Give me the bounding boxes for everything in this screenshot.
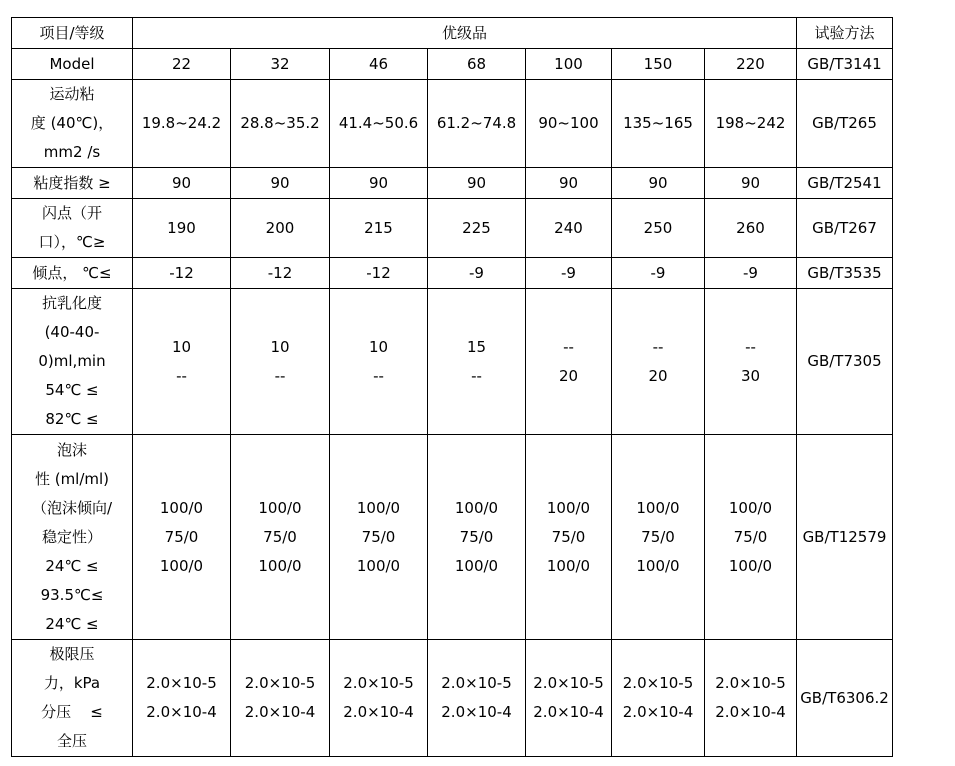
value-line: 2.0×10-4 bbox=[715, 703, 786, 721]
value-line: 75/0 bbox=[361, 527, 396, 546]
model-row bbox=[12, 49, 893, 80]
value-line: 100/0 bbox=[546, 498, 591, 517]
method-cell: GB/T3141 bbox=[797, 49, 893, 80]
value-cell bbox=[705, 289, 797, 435]
value-cell bbox=[231, 640, 330, 757]
value-line: 2.0×10-5 bbox=[441, 674, 512, 692]
value-cell: 200 bbox=[231, 199, 330, 258]
value-cell bbox=[428, 289, 526, 435]
method-cell: GB/T12579 bbox=[797, 435, 893, 640]
value-line: 100/0 bbox=[159, 556, 204, 575]
value-cell: 198~242 bbox=[705, 80, 797, 168]
value-cell: 190 bbox=[133, 199, 231, 258]
value-cell: 28.8~35.2 bbox=[231, 80, 330, 168]
label-line: 极限压 bbox=[49, 645, 95, 663]
value-line: 2.0×10-4 bbox=[533, 703, 604, 721]
value-cell: 250 bbox=[612, 199, 705, 258]
label-line: 力，kPa bbox=[43, 674, 101, 692]
foam-row bbox=[12, 435, 893, 640]
value-line: 100/0 bbox=[454, 498, 499, 517]
value-cell: -12 bbox=[330, 258, 428, 289]
value-line: 10 bbox=[270, 337, 290, 356]
label-line: 运动粘 bbox=[49, 85, 95, 103]
value-cell: 260 bbox=[705, 199, 797, 258]
method-cell: GB/T3535 bbox=[797, 258, 893, 289]
label-line: 性 (ml/ml) bbox=[34, 469, 110, 488]
test-method-header: 试验方法 bbox=[797, 18, 893, 49]
value-line: 2.0×10-4 bbox=[622, 703, 694, 721]
value-line: -- bbox=[274, 366, 286, 385]
value-cell: 90 bbox=[330, 168, 428, 199]
value-line: 100/0 bbox=[258, 498, 302, 517]
value-cell bbox=[330, 640, 428, 757]
value-cell: 61.2~74.8 bbox=[428, 80, 526, 168]
value-cell bbox=[330, 435, 428, 640]
method-cell: GB/T7305 bbox=[797, 289, 893, 435]
value-cell: 90 bbox=[428, 168, 526, 199]
value-cell: 41.4~50.6 bbox=[330, 80, 428, 168]
value-cell bbox=[231, 289, 330, 435]
label-line: 抗乳化度 bbox=[41, 294, 102, 312]
value-cell: -12 bbox=[133, 258, 231, 289]
value-line: 20 bbox=[558, 366, 579, 385]
value-line: 2.0×10-5 bbox=[715, 674, 786, 692]
value-cell: 215 bbox=[330, 199, 428, 258]
value-line: 75/0 bbox=[164, 527, 199, 546]
value-line: 2.0×10-5 bbox=[533, 674, 604, 692]
value-cell bbox=[526, 435, 612, 640]
label-line: 82℃ ≤ bbox=[45, 410, 99, 428]
label-line: （泡沫倾向/ bbox=[31, 498, 113, 517]
value-line: 75/0 bbox=[641, 527, 675, 546]
row-label bbox=[12, 289, 133, 435]
value-cell: 19.8~24.2 bbox=[133, 80, 231, 168]
value-line: -- bbox=[563, 337, 574, 356]
label-line: 分压 ≤ bbox=[41, 703, 103, 721]
model-cell: 150 bbox=[612, 49, 705, 80]
label-line: 93.5℃≤ bbox=[40, 585, 104, 604]
row-label bbox=[12, 640, 133, 757]
value-cell bbox=[428, 640, 526, 757]
value-line: 100/0 bbox=[356, 556, 401, 575]
value-cell bbox=[133, 640, 231, 757]
value-line: 2.0×10-4 bbox=[146, 703, 217, 721]
grade-header: 优级品 bbox=[133, 18, 797, 49]
spec-table bbox=[11, 17, 893, 757]
viscosity-index-row bbox=[12, 168, 893, 199]
value-line: 75/0 bbox=[551, 527, 586, 546]
value-cell bbox=[612, 289, 705, 435]
value-line: 100/0 bbox=[728, 556, 773, 575]
value-cell: 90 bbox=[526, 168, 612, 199]
value-line: -- bbox=[652, 337, 664, 356]
value-cell: 90 bbox=[705, 168, 797, 199]
value-line: -- bbox=[745, 337, 756, 356]
label-line: 全压 bbox=[56, 732, 87, 750]
value-line: 2.0×10-5 bbox=[622, 674, 694, 692]
value-line: 2.0×10-4 bbox=[441, 703, 512, 721]
value-line: 2.0×10-5 bbox=[343, 674, 414, 692]
value-line: 100/0 bbox=[636, 556, 680, 575]
value-cell: 135~165 bbox=[612, 80, 705, 168]
row-label: 倾点， ℃≤ bbox=[12, 258, 133, 289]
value-line: 75/0 bbox=[733, 527, 768, 546]
flash-point-row bbox=[12, 199, 893, 258]
viscosity-row bbox=[12, 80, 893, 168]
value-cell: 240 bbox=[526, 199, 612, 258]
method-cell: GB/T2541 bbox=[797, 168, 893, 199]
value-line: 100/0 bbox=[258, 556, 302, 575]
value-line: 100/0 bbox=[636, 498, 680, 517]
model-cell: 46 bbox=[330, 49, 428, 80]
value-cell: 90~100 bbox=[526, 80, 612, 168]
value-cell bbox=[705, 640, 797, 757]
label-line: 24℃ ≤ bbox=[45, 556, 99, 575]
header-row bbox=[12, 18, 893, 49]
value-cell bbox=[133, 289, 231, 435]
model-cell: 68 bbox=[428, 49, 526, 80]
value-line: 10 bbox=[368, 337, 389, 356]
value-cell bbox=[428, 435, 526, 640]
value-line: -- bbox=[471, 366, 482, 385]
value-line: -- bbox=[176, 366, 187, 385]
row-label: Model bbox=[12, 49, 133, 80]
value-line: 75/0 bbox=[263, 527, 297, 546]
model-cell: 22 bbox=[133, 49, 231, 80]
value-cell: 90 bbox=[133, 168, 231, 199]
label-line: 口），℃≥ bbox=[38, 233, 106, 251]
model-cell: 32 bbox=[231, 49, 330, 80]
value-cell bbox=[526, 289, 612, 435]
value-line: 100/0 bbox=[454, 556, 499, 575]
label-line: mm2 /s bbox=[43, 143, 101, 161]
value-line: 15 bbox=[466, 337, 487, 356]
value-line: -- bbox=[373, 366, 384, 385]
value-cell: -9 bbox=[428, 258, 526, 289]
label-line: 稳定性） bbox=[41, 527, 102, 546]
value-cell bbox=[330, 289, 428, 435]
value-line: 30 bbox=[740, 366, 761, 385]
value-cell bbox=[705, 435, 797, 640]
label-line: 54℃ ≤ bbox=[45, 381, 99, 399]
value-line: 100/0 bbox=[159, 498, 204, 517]
value-cell: -12 bbox=[231, 258, 330, 289]
value-cell bbox=[612, 435, 705, 640]
value-line: 100/0 bbox=[356, 498, 401, 517]
value-cell: 90 bbox=[612, 168, 705, 199]
value-cell: -9 bbox=[612, 258, 705, 289]
value-cell: -9 bbox=[526, 258, 612, 289]
label-line: 度 (40℃)， bbox=[30, 114, 114, 132]
demulsibility-row bbox=[12, 289, 893, 435]
method-cell: GB/T6306.2 bbox=[797, 640, 893, 757]
row-label bbox=[12, 435, 133, 640]
model-cell: 100 bbox=[526, 49, 612, 80]
value-cell: 225 bbox=[428, 199, 526, 258]
pressure-row bbox=[12, 640, 893, 757]
label-line: 闪点（开 bbox=[41, 204, 102, 222]
label-line: (40-40- bbox=[44, 323, 100, 341]
value-line: 2.0×10-5 bbox=[244, 674, 316, 692]
value-line: 100/0 bbox=[546, 556, 591, 575]
value-cell bbox=[612, 640, 705, 757]
label-line: 24℃ ≤ bbox=[45, 614, 99, 633]
value-line: 20 bbox=[648, 366, 668, 385]
value-cell bbox=[133, 435, 231, 640]
row-label bbox=[12, 80, 133, 168]
row-label bbox=[12, 199, 133, 258]
value-line: 10 bbox=[171, 337, 192, 356]
value-line: 100/0 bbox=[728, 498, 773, 517]
method-cell: GB/T267 bbox=[797, 199, 893, 258]
method-cell: GB/T265 bbox=[797, 80, 893, 168]
value-line: 2.0×10-5 bbox=[146, 674, 217, 692]
value-line: 75/0 bbox=[459, 527, 494, 546]
value-cell bbox=[526, 640, 612, 757]
value-line: 2.0×10-4 bbox=[244, 703, 316, 721]
value-cell: 90 bbox=[231, 168, 330, 199]
model-cell: 220 bbox=[705, 49, 797, 80]
pour-point-row bbox=[12, 258, 893, 289]
value-line: 2.0×10-4 bbox=[343, 703, 414, 721]
value-cell bbox=[231, 435, 330, 640]
label-line: 泡沫 bbox=[56, 440, 87, 459]
value-cell: -9 bbox=[705, 258, 797, 289]
item-grade-header: 项目/等级 bbox=[12, 18, 133, 49]
label-line: 0)ml,min bbox=[38, 352, 106, 370]
row-label: 粘度指数 ≥ bbox=[12, 168, 133, 199]
